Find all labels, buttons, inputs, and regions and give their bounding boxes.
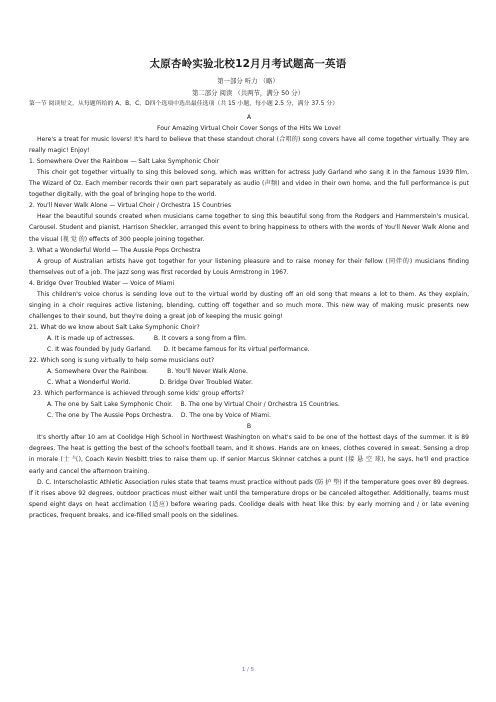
item4-heading: 4. Bridge Over Troubled Water — Voice of Miami [29,279,175,287]
passage-b-paragraph-2: D. C. Interscholastic Athletic Association rules state that teams must practice without pads (防 护 垫) if the temperature goes over 89 degrees. If it rises above 92 degrees, outdoor practices must either wait until the temperature drops or be canceled altogether. Additionally, teams must spend eight days on heat acclimation (适应) before wearing pads. Coolidge deals with heat like this: by early morning and / or late evening practices, frequent breaks, and ice-filled small pools on the sidelines. [29,478,469,519]
passage-a [29,112,469,521]
question-22-options-cd: C. What a Wonderful World. D. Bridge Over Troubled Water. [47,379,253,387]
question-21-options-cd: C. It was founded by Judy Garland. D. It became famous for its virtual performance. [47,345,310,353]
section1-instructions: 第一节 阅读短文，从每题所给的 A、B、C、D四个选项中选出最佳选项（共 15 小题，每小题 2.5 分，满分 37.5 分） [29,101,339,107]
item4-body: This children's voice chorus is sending love out to the virtual world by dusting off an old song that means a lot to them. As they explain, singing in a choir requires active listening, blending, cutting off together and so much more. This new way of making music presents new challenges to their sound, but they're doing a great job of keeping the music going! [29,290,469,320]
page-title: 太原杏岭实验北校12月月考试题高一英语 [149,58,347,70]
part2-heading: 第二部分 阅读 （共两节，满分 50 分） [191,89,305,97]
question-21: 21. What do we know about Salt Lake Symphonic Choir? [29,323,200,331]
question-23-options-ab: A. The one by Salt Lake Symphonic Choir. B. The one by Virtual Choir / Orchestra 15 Countries. [47,401,340,409]
item2-heading: 2. You'll Never Walk Alone — Virtual Choir / Orchestra 15 Countries [29,202,232,210]
question-23: 23. Which performance is achieved through some kids' group efforts? [33,390,244,398]
question-21-options-ab: A. It is made up of actresses. B. It covers a song from a film. [47,334,247,342]
item1-heading: 1. Somewhere Over the Rainbow — Salt Lake Symphonic Choir [29,158,220,166]
item3-body: A group of Australian artists have got together for your listening pleasure and to raise money for their fellow (同伴的) musicians finding themselves out of a job. The jazz song was first recorded by Louis Armstrong in 1967. [29,257,469,276]
page-number: 1 / 5 [241,667,255,673]
passage-a-intro: Here's a treat for music lovers! It's hard to believe that these standout choral (合唱的) song covers have all come together virtually. They are really magic! Enjoy! [29,136,469,155]
question-22-options-ab: A. Somewhere Over the Rainbow. B. You'll Never Walk Alone. [47,368,248,376]
question-22: 22. Which song is sung virtually to help some musicians out? [29,357,215,365]
item1-body: This choir got together virtually to sing this beloved song, which was written for actress Judy Garland who sang it in the famous 1939 film, The Wizard of Oz. Each member records their own part separately as audio (声频) and video in their own home, and the full performance is put together digitally, with the goal of bringing hope to the world. [29,169,469,199]
passage-b-paragraph-1: It's shortly after 10 am at Coolidge High School in Northwest Washington on what's said to be one of the hottest days of the summer. It is 89 degrees. The heat is getting the best of the school's football team, and it shows. Hands are on knees, clothes covered in sweat. Sensing a drop in morale (士 气), Coach Kevin Nesbitt tries to raise them up. If senior Marcus Skinner catches a punt (接 悬 空 球), he says, he'll end practice early and cancel the afternoon training. [29,434,469,475]
item3-heading: 3. What a Wonderful World — The Aussie Pops Orchestra [29,246,201,254]
passage-a-title: Four Amazing Virtual Choir Cover Songs of the Hits We Love! [156,125,342,133]
part1-heading: 第一部分 听力 （略） [217,77,279,85]
passage-b-letter: B [246,423,252,431]
item2-body: Hear the beautiful sounds created when musicians came together to sing this beautiful song from the Rodgers and Hammerstein's musical, Carousel. Student and pianist, Harrison Sheckler, arranged this event to bring happiness to others with the words of You'll Never Walk Alone and the visual (视 觉 的) effects of 300 people joining together. [29,213,469,243]
passage-a-letter: A [246,114,252,121]
question-23-options-cd: C. The one by The Aussie Pops Orchestra. D. The one by Voice of Miami. [47,412,271,420]
